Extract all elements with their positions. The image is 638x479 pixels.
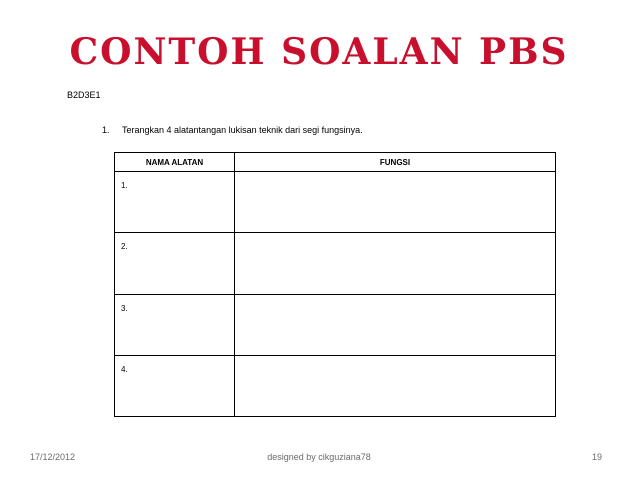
table-row bbox=[115, 294, 556, 355]
row-number-cell: 3. bbox=[115, 294, 235, 355]
table-row bbox=[115, 233, 556, 294]
question-text: Terangkan 4 alatantangan lukisan teknik dari segi fungsinya. bbox=[122, 125, 363, 135]
question bbox=[102, 125, 363, 135]
page-number: 19 bbox=[591, 452, 602, 462]
row-number-cell: 1. bbox=[115, 172, 235, 233]
fungsi-cell bbox=[235, 233, 556, 294]
fungsi-cell bbox=[235, 172, 556, 233]
header-nama-alatan: NAMA ALATAN bbox=[115, 153, 235, 172]
table-row bbox=[115, 172, 556, 233]
row-number-cell: 4. bbox=[115, 355, 235, 416]
page-title: CONTOH SOALAN PBS bbox=[69, 31, 569, 73]
answer-table bbox=[114, 152, 556, 417]
question-number: 1. bbox=[102, 125, 110, 135]
fungsi-cell bbox=[235, 294, 556, 355]
row-number-cell: 2. bbox=[115, 233, 235, 294]
fungsi-cell bbox=[235, 355, 556, 416]
footer-credit: designed by cikguziana78 bbox=[267, 452, 371, 462]
header-fungsi: FUNGSI bbox=[235, 153, 556, 172]
footer-date: 17/12/2012 bbox=[30, 452, 76, 462]
question-code: B2D3E1 bbox=[67, 90, 101, 100]
table-header-row bbox=[115, 153, 556, 172]
table-row bbox=[115, 355, 556, 416]
